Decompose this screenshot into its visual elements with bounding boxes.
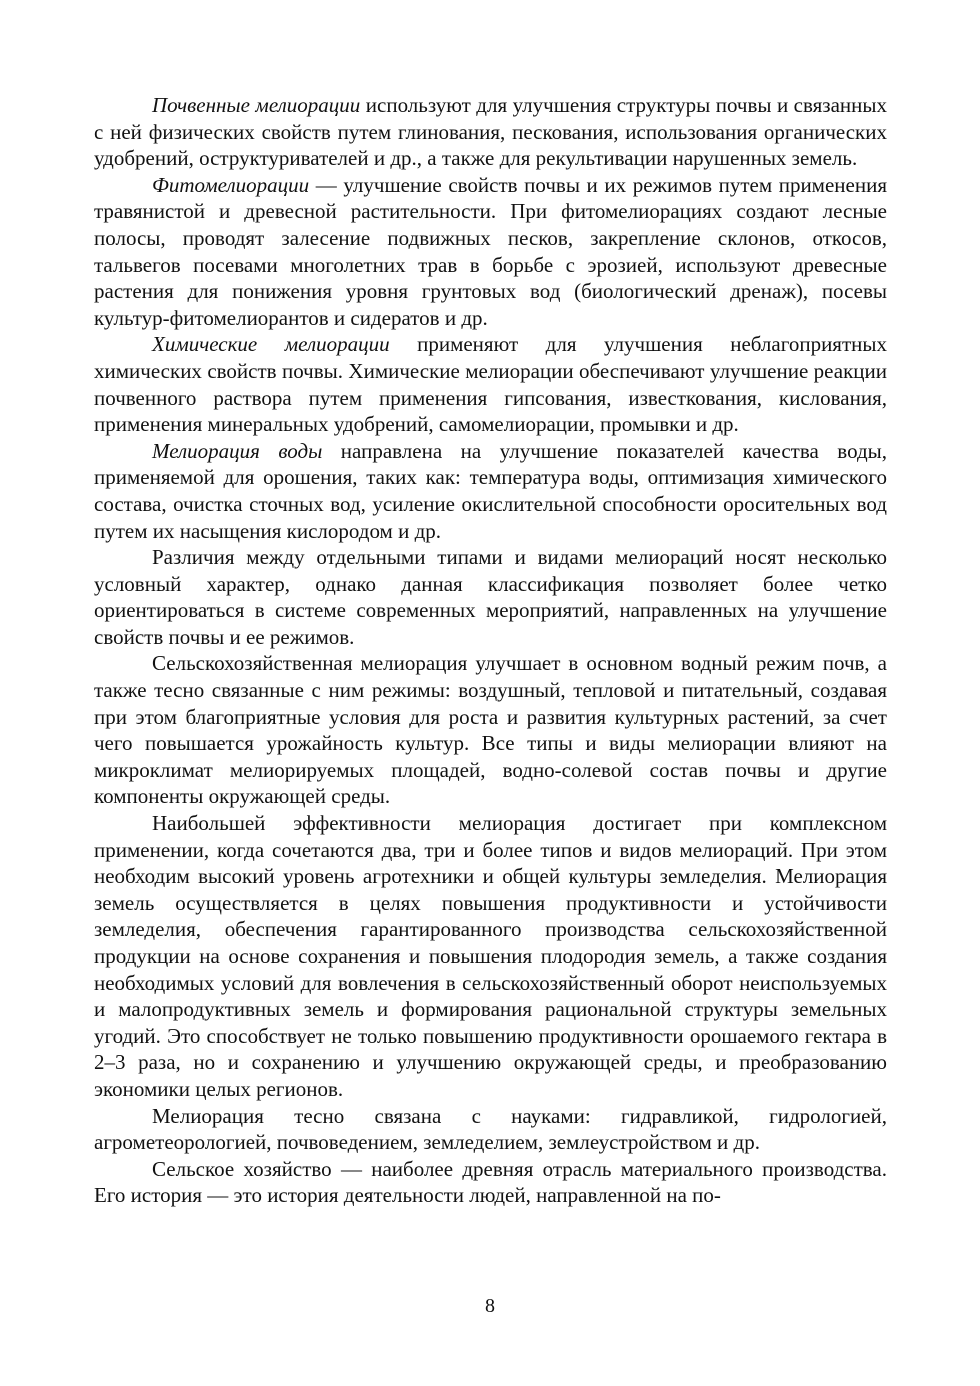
term-water-reclamation: Мелиорация воды: [152, 438, 323, 463]
paragraph-chemical-reclamation: [94, 331, 887, 437]
paragraph-agricultural-reclamation: [94, 650, 887, 810]
page-body: [94, 92, 887, 1209]
paragraph-soil-reclamation: [94, 92, 887, 172]
paragraph-text: Наибольшей эффективности мелиорация достигает при комплексном применении, когда сочетаются два, три и более типов и видов мелиораций. При этом необходим высокий уровень агротехники и общей культуры земледелия. Мелиорация земель осуществляется в целях повышения продуктивности и устойчивости земледелия, обеспечения гарантированного производства сельскохозяйственной продукции на основе сохранения и повышения плодородия земель, а также создания необходимых условий для вовлечения в сельскохозяйственный оборот неиспользуемых и малопродуктивных земель и формирования рациональной структуры земельных угодий. Это способствует не только повышению продуктивности орошаемого гектара в 2–3 раза, но и сохранению и улучшению окружающей среды, и преобразованию экономики целых регионов.: [94, 811, 887, 1101]
paragraph-effectiveness: [94, 810, 887, 1103]
paragraph-related-sciences: [94, 1103, 887, 1156]
paragraph-text: направлена на улучшение показателей качества воды, применяемой для орошения, таких как: температура воды, оптимизация химического состава, очистка сточных вод, усиление окислительной способности оросительных вод путем их насыщения кислородом и др.: [94, 438, 888, 543]
paragraph-text: Сельскохозяйственная мелиорация улучшает в основном водный режим почв, а также тесно связанные с ним режимы: воздушный, тепловой и питательный, создавая при этом благоприятные условия для роста и развития культурных растений, за счет чего повышается урожайность культур. Все типы и виды мелиорации влияют на микроклимат мелиорируемых площадей, водно-солевой состав почвы и другие компоненты окружающей среды.: [94, 651, 887, 809]
paragraph-phytomelioration: [94, 172, 887, 332]
term-soil-reclamation: Почвенные мелиорации: [152, 93, 361, 117]
term-phytomelioration: Фитомелиорации: [152, 172, 310, 197]
page-number: 8: [485, 1295, 495, 1317]
paragraph-text: используют для улучшения структуры почвы и связанных с ней физических свойств путем глинования, пескования, использования органических удобрений, оструктуривателей и др., а также для рекультивации нарушенных земель.: [94, 93, 888, 171]
paragraph-text: Мелиорация тесно связана с науками: гидравликой, гидрологией, агрометеорологией, почвоведением, земледелием, землеустройством и др.: [94, 1103, 887, 1155]
paragraph-differences: [94, 544, 887, 650]
paragraph-water-reclamation: [94, 438, 887, 544]
paragraph-text: применяют для улучшения неблагоприятных химических свойств почвы. Химические мелиорации обеспечивают улучшение реакции почвенного раствора путем применения гипсования, известкования, кислования, применения минеральных удобрений, самомелиорации, промывки и др.: [94, 332, 887, 437]
paragraph-agriculture-history: [94, 1156, 887, 1209]
paragraph-text: Различия между отдельными типами и видами мелиораций носят несколько условный характер, однако данная классификация позволяет более четко ориентироваться в системе современных мероприятий, направленных на улучшение свойств почвы и ее режимов.: [94, 545, 887, 649]
term-chemical-reclamation: Химические мелиорации: [152, 332, 390, 357]
paragraph-text: — улучшение свойств почвы и их режимов путем применения травянистой и древесной растительности. При фитомелиорациях создают лесные полосы, проводят залесение подвижных песков, закрепление склонов, откосов, тальвегов посевами многолетних трав в борьбе с эрозией, используют древесные растения для понижения уровня грунтовых вод (биологический дренаж), посевы культур-фитомелиорантов и сидератов и др.: [94, 172, 887, 330]
paragraph-text: Сельское хозяйство — наиболее древняя отрасль материального производства. Его история — это история деятельности людей, направленной на по-: [94, 1156, 887, 1208]
